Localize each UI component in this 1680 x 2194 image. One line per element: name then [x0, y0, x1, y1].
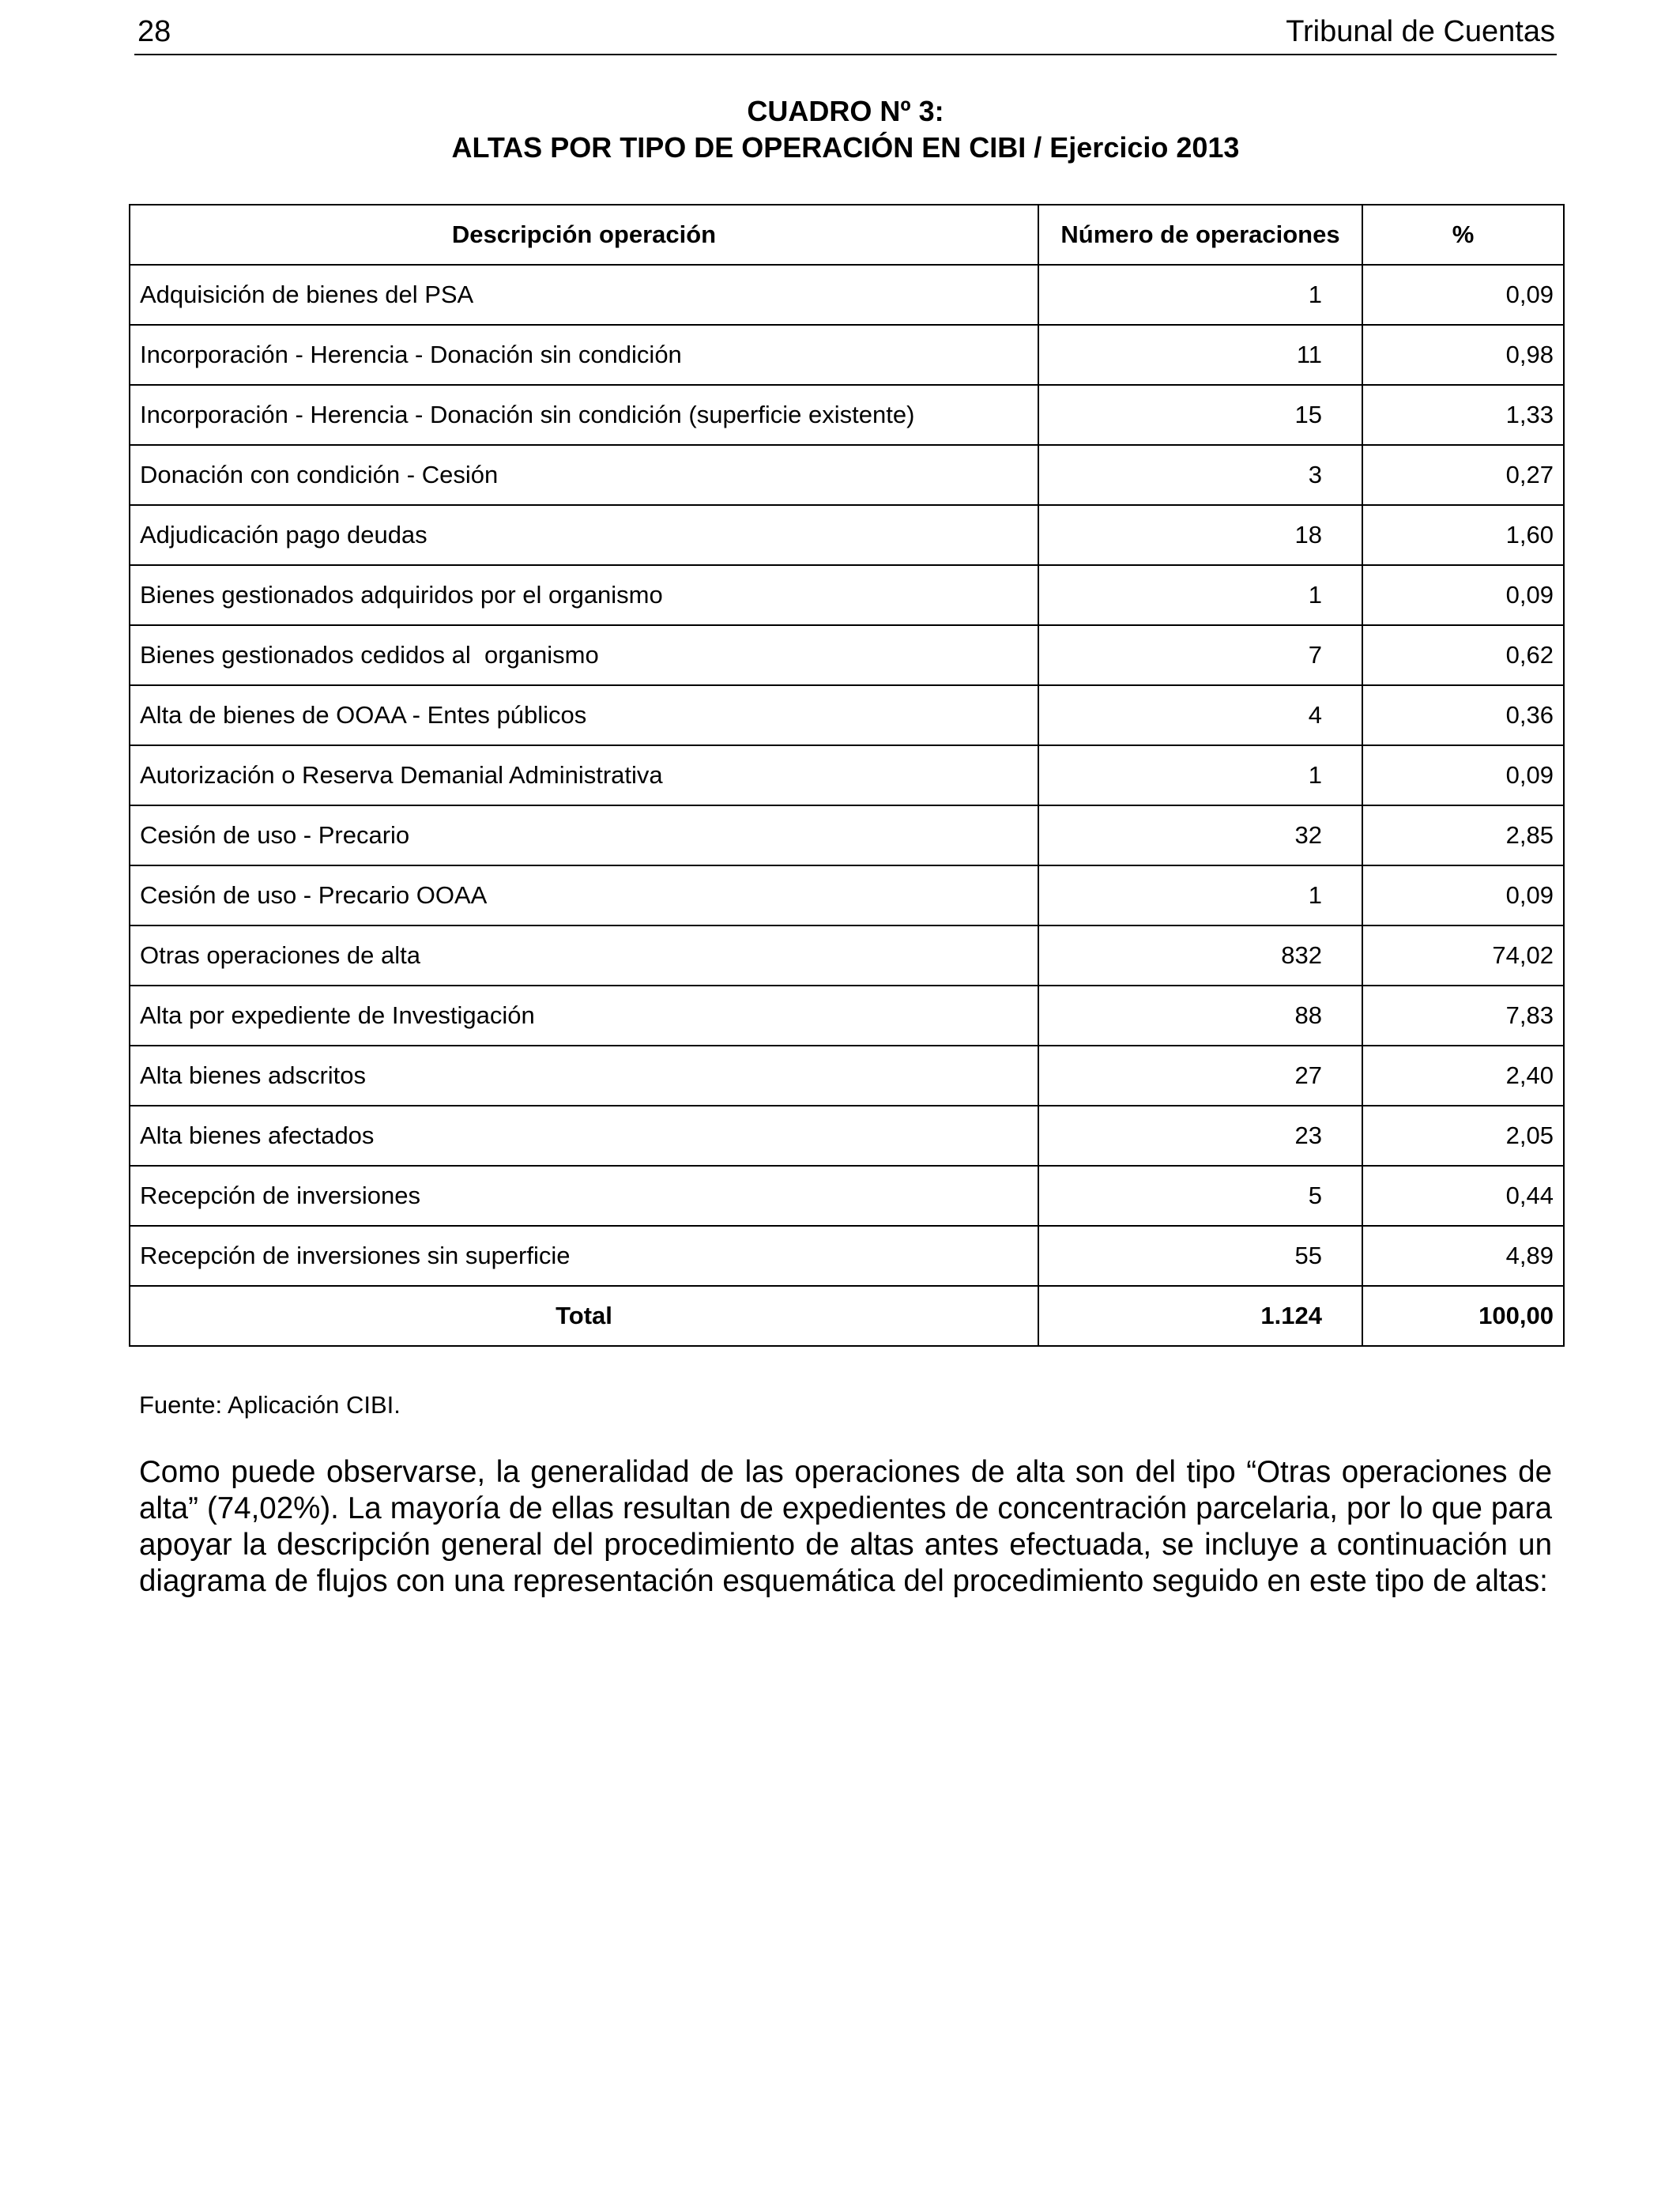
cell-description: Alta bienes afectados: [130, 1106, 1038, 1166]
cell-count: 5: [1038, 1166, 1362, 1226]
cell-percent: 0,36: [1362, 685, 1564, 745]
table-row: [130, 505, 1564, 565]
cell-percent: 0,09: [1362, 745, 1564, 805]
cell-description: Recepción de inversiones sin superficie: [130, 1226, 1038, 1286]
cell-description: Autorización o Reserva Demanial Administrativa: [130, 745, 1038, 805]
cell-description: Otras operaciones de alta: [130, 925, 1038, 986]
table-row: [130, 865, 1564, 925]
table-title-number: CUADRO Nº 3:: [747, 95, 944, 127]
cell-count: 18: [1038, 505, 1362, 565]
cell-percent: 1,33: [1362, 385, 1564, 445]
cell-description: Incorporación - Herencia - Donación sin condición: [130, 325, 1038, 385]
total-label: Total: [130, 1286, 1038, 1346]
cell-percent: 0,44: [1362, 1166, 1564, 1226]
table-row: [130, 1166, 1564, 1226]
source-note: Fuente: Aplicación CIBI.: [139, 1391, 401, 1419]
cell-percent: 4,89: [1362, 1226, 1564, 1286]
cell-count: 4: [1038, 685, 1362, 745]
total-count: 1.124: [1038, 1286, 1362, 1346]
table-row: [130, 685, 1564, 745]
table-row: [130, 325, 1564, 385]
table-total-row: [130, 1286, 1564, 1346]
cell-description: Cesión de uso - Precario: [130, 805, 1038, 865]
cell-description: Bienes gestionados cedidos al organismo: [130, 625, 1038, 685]
cell-percent: 0,62: [1362, 625, 1564, 685]
table-row: [130, 385, 1564, 445]
cell-description: Alta de bienes de OOAA - Entes públicos: [130, 685, 1038, 745]
cell-percent: 2,40: [1362, 1046, 1564, 1106]
cell-description: Donación con condición - Cesión: [130, 445, 1038, 505]
table-row: [130, 565, 1564, 625]
cell-count: 3: [1038, 445, 1362, 505]
cell-count: 7: [1038, 625, 1362, 685]
total-percent: 100,00: [1362, 1286, 1564, 1346]
table-row: [130, 625, 1564, 685]
page-header: [134, 9, 1557, 55]
cell-percent: 74,02: [1362, 925, 1564, 986]
cell-count: 32: [1038, 805, 1362, 865]
cell-percent: 1,60: [1362, 505, 1564, 565]
cell-count: 27: [1038, 1046, 1362, 1106]
table-row: [130, 925, 1564, 986]
cell-percent: 0,09: [1362, 565, 1564, 625]
cell-percent: 0,09: [1362, 265, 1564, 325]
cell-count: 1: [1038, 745, 1362, 805]
table-title: [134, 93, 1557, 166]
table-title-caption: ALTAS POR TIPO DE OPERACIÓN EN CIBI / Ejercicio 2013: [451, 131, 1240, 164]
operations-table: [129, 204, 1565, 1347]
table-header-row: [130, 205, 1564, 265]
cell-count: 1: [1038, 565, 1362, 625]
table-row: [130, 1046, 1564, 1106]
cell-percent: 2,85: [1362, 805, 1564, 865]
running-title: Tribunal de Cuentas: [1286, 15, 1555, 48]
page-number: 28: [137, 15, 171, 48]
table-row: [130, 745, 1564, 805]
cell-description: Alta bienes adscritos: [130, 1046, 1038, 1106]
cell-description: Bienes gestionados adquiridos por el organismo: [130, 565, 1038, 625]
cell-description: Incorporación - Herencia - Donación sin condición (superficie existente): [130, 385, 1038, 445]
cell-percent: 0,98: [1362, 325, 1564, 385]
cell-description: Recepción de inversiones: [130, 1166, 1038, 1226]
cell-count: 11: [1038, 325, 1362, 385]
cell-count: 88: [1038, 986, 1362, 1046]
table-row: [130, 805, 1564, 865]
table-row: [130, 265, 1564, 325]
cell-count: 23: [1038, 1106, 1362, 1166]
cell-count: 832: [1038, 925, 1362, 986]
cell-percent: 2,05: [1362, 1106, 1564, 1166]
cell-count: 1: [1038, 865, 1362, 925]
cell-description: Alta por expediente de Investigación: [130, 986, 1038, 1046]
cell-count: 15: [1038, 385, 1362, 445]
cell-percent: 0,09: [1362, 865, 1564, 925]
table-row: [130, 445, 1564, 505]
cell-percent: 7,83: [1362, 986, 1564, 1046]
cell-count: 55: [1038, 1226, 1362, 1286]
cell-description: Adquisición de bienes del PSA: [130, 265, 1038, 325]
cell-percent: 0,27: [1362, 445, 1564, 505]
header-percent: %: [1362, 205, 1564, 265]
header-count: Número de operaciones: [1038, 205, 1362, 265]
body-paragraph: Como puede observarse, la generalidad de las operaciones de alta son del tipo “Otras operaciones de alta” (74,02%). La mayoría de ellas resultan de expedientes de concentración parcelaria, por lo que para apoyar la descripción general del procedimiento de altas antes efectuada, se incluye a continuación un diagrama de flujos con una representación esquemática del procedimiento seguido en este tipo de altas:: [139, 1455, 1552, 1598]
cell-description: Adjudicación pago deudas: [130, 505, 1038, 565]
table-row: [130, 986, 1564, 1046]
table-row: [130, 1106, 1564, 1166]
cell-count: 1: [1038, 265, 1362, 325]
table-row: [130, 1226, 1564, 1286]
header-description: Descripción operación: [130, 205, 1038, 265]
cell-description: Cesión de uso - Precario OOAA: [130, 865, 1038, 925]
